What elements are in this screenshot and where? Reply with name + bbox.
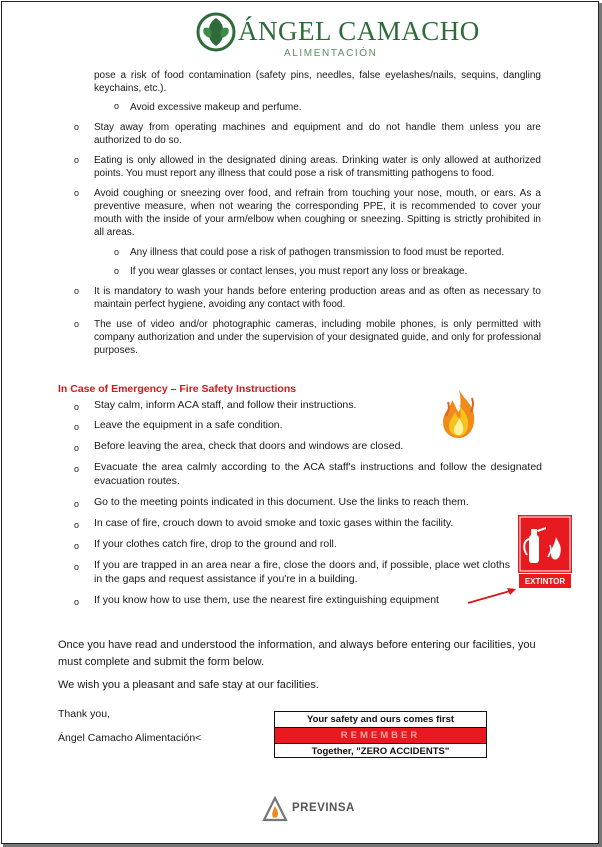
- remember-line-3: Together, "ZERO ACCIDENTS": [311, 746, 450, 757]
- hygiene-item-1: Avoid excessive makeup and perfume.: [130, 102, 302, 113]
- bullet-icon: o: [74, 286, 80, 296]
- leaf-logo-icon: [196, 12, 236, 52]
- previnsa-logo-icon: [262, 796, 288, 822]
- fire-extinguisher-icon: [518, 515, 572, 573]
- bullet-icon: o: [74, 562, 80, 572]
- remember-line-1: Your safety and ours comes first: [306, 714, 455, 725]
- emergency-item-2: Before leaving the area, check that doors and windows are closed.: [94, 440, 404, 452]
- bullet-icon: o: [74, 443, 80, 453]
- bullet-icon: o: [74, 402, 80, 412]
- bullet-icon: o: [74, 422, 80, 432]
- bullet-icon: o: [74, 122, 80, 132]
- hygiene-item-0: pose a risk of food contamination (safety pins, needles, false eyelashes/nails, sequins, dangling keychains, etc.).: [94, 70, 541, 94]
- hygiene-item-3: Eating is only allowed in the designated dining areas. Drinking water is only allowed at authorized points. You must report any illness that could pose a risk of transmitting pathogens to food.: [94, 155, 541, 179]
- hygiene-item-2: Stay away from operating machines and equipment and do not handle them unless you are authorized to do so.: [94, 122, 541, 146]
- bullet-icon: o: [74, 520, 80, 530]
- remember-box: [274, 711, 487, 758]
- footer-logo: [262, 796, 362, 824]
- emergency-item-8: If you know how to use them, use the nearest fire extinguishing equipment: [94, 594, 439, 606]
- bullet-icon: o: [74, 155, 80, 165]
- emergency-item-0: Stay calm, inform ACA staff, and follow their instructions.: [94, 399, 357, 411]
- emergency-title: In Case of Emergency – Fire Safety Instructions: [58, 383, 297, 395]
- bullet-icon: o: [114, 101, 120, 111]
- thanks-text: Thank you,: [58, 708, 110, 720]
- company-logo: [196, 10, 480, 62]
- bullet-icon: o: [74, 499, 80, 509]
- signature-text: Ángel Camacho Alimentación<: [58, 732, 202, 744]
- brand-subtitle: ALIMENTACIÓN: [284, 48, 378, 59]
- extinguisher-sign: [518, 515, 572, 591]
- emergency-item-5: In case of fire, crouch down to avoid smoke and toxic gases within the facility.: [94, 517, 454, 529]
- footer-brand: PREVINSA: [292, 802, 355, 814]
- arrow-icon: [466, 586, 518, 606]
- hygiene-item-8: The use of video and/or photographic cameras, including mobile phones, is only permitted with company authorization and under the supervision of your designated guide, and only for professional purposes.: [94, 319, 541, 356]
- bullet-icon: o: [74, 541, 80, 551]
- hygiene-item-6: If you wear glasses or contact lenses, you must report any loss or breakage.: [130, 266, 468, 277]
- bullet-icon: o: [74, 464, 80, 474]
- extinguisher-label: EXTINTOR: [518, 573, 572, 589]
- emergency-item-4: Go to the meeting points indicated in this document. Use the links to reach them.: [94, 496, 469, 508]
- bullet-icon: o: [74, 597, 80, 607]
- bullet-icon: o: [114, 247, 120, 257]
- bullet-icon: o: [114, 266, 120, 276]
- hygiene-item-4: Avoid coughing or sneezing over food, and refrain from touching your nose, mouth, or ears. As a preventive measure, when not wearing the corresponding PPE, it is recommended to cover your mouth with the inside of your arm/elbow when coughing or sneezing. Spitting is strictly prohibited in all areas.: [94, 188, 541, 238]
- emergency-item-6: If your clothes catch fire, drop to the ground and roll.: [94, 538, 337, 550]
- remember-line-2: REMEMBER: [275, 727, 486, 744]
- brand-name: ÁNGEL CAMACHO: [238, 16, 480, 46]
- closing-paragraph-1: Once you have read and understood the information, and always before entering our facilities, you must complete and submit the form below.: [58, 639, 536, 668]
- fire-icon: [436, 388, 482, 440]
- emergency-item-7: If you are trapped in an area near a fire, close the doors and, if possible, place wet cloths in the gaps and request assistance if you're in a building.: [94, 559, 510, 585]
- closing-paragraph-2: We wish you a pleasant and safe stay at our facilities.: [58, 679, 319, 691]
- bullet-icon: o: [74, 188, 80, 198]
- emergency-item-1: Leave the equipment in a safe condition.: [94, 419, 283, 431]
- hygiene-item-5: Any illness that could pose a risk of pathogen transmission to food must be reported.: [130, 247, 505, 258]
- bullet-icon: o: [74, 319, 80, 329]
- hygiene-item-7: It is mandatory to wash your hands before entering production areas and as often as necessary to maintain perfect hygiene, avoiding any contact with food.: [94, 286, 541, 310]
- emergency-item-3: Evacuate the area calmly according to the ACA staff's instructions and follow the designated evacuation routes.: [94, 461, 542, 487]
